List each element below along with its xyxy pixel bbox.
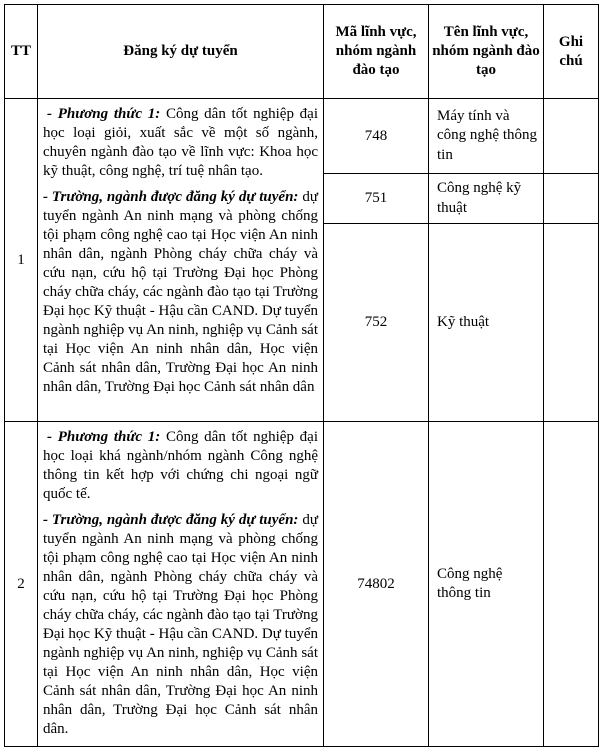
- paragraph-schools: [43, 188, 318, 397]
- registration-cell: [38, 422, 324, 747]
- paragraph-lead: - Trường, ngành được đăng ký dự tuyển:: [43, 189, 299, 205]
- note-cell: [544, 99, 599, 174]
- paragraph-schools: [43, 511, 318, 739]
- table-row: [5, 422, 599, 747]
- field-code-cell: 752: [324, 224, 429, 422]
- field-name-cell: Kỹ thuật: [429, 224, 544, 422]
- paragraph-method: [43, 105, 318, 181]
- row-number: 2: [5, 422, 38, 747]
- paragraph-text: Công dân tốt nghiệp đại học loại khá ngành/nhóm ngành Công nghệ thông tin kết hợp với chứng chi ngoại ngữ quốc tế.: [43, 429, 318, 502]
- field-code-cell: 748: [324, 99, 429, 174]
- note-cell: [544, 224, 599, 422]
- header-field-code: Mã lĩnh vực, nhóm ngành đào tạo: [324, 5, 429, 99]
- registration-cell: [38, 99, 324, 422]
- paragraph-lead: - Phương thức 1:: [47, 106, 161, 122]
- paragraph-method: [43, 428, 318, 504]
- paragraph-lead: - Trường, ngành được đăng ký dự tuyển:: [43, 512, 299, 528]
- paragraph-text: dự tuyển ngành An ninh mạng và phòng chống tội phạm công nghệ cao tại Học viện An ninh nhân dân, ngành Phòng cháy chữa cháy và cứu nạn, cứu hộ tại Trường Đại học Phòng cháy chữa cháy, các ngành đào tạo tại Trường Đại học Kỹ thuật - Hậu cần CAND. Dự tuyển ngành nghiệp vụ An ninh, nghiệp vụ Cảnh sát tại Học viện An ninh nhân dân, Học viện Cảnh sát nhân dân, Trường Đại học An ninh nhân dân, Trường Đại học Cảnh sát nhân dân.: [43, 512, 318, 737]
- header-row: [5, 5, 599, 99]
- document-page: [0, 4, 605, 756]
- header-notes: Ghi chú: [544, 5, 599, 99]
- note-cell: [544, 174, 599, 224]
- field-code-cell: 751: [324, 174, 429, 224]
- header-field-name: Tên lĩnh vực, nhóm ngành đào tạo: [429, 5, 544, 99]
- paragraph-text: Công dân tốt nghiệp đại học loại giỏi, xuất sắc về một số ngành, chuyên ngành đào tạo về lĩnh vực: Khoa học kỹ thuật, công nghệ, trí tuệ nhân tạo.: [43, 106, 318, 179]
- paragraph-lead: - Phương thức 1:: [47, 429, 161, 445]
- table-row: [5, 99, 599, 174]
- field-name-cell: Công nghệ kỹ thuật: [429, 174, 544, 224]
- admission-table: [4, 4, 599, 747]
- field-name-cell: Máy tính và công nghệ thông tin: [429, 99, 544, 174]
- note-cell: [544, 422, 599, 747]
- field-name-cell: Công nghệ thông tin: [429, 422, 544, 747]
- header-registration: Đăng ký dự tuyển: [38, 5, 324, 99]
- paragraph-text: dự tuyển ngành An ninh mạng và phòng chống tội phạm công nghệ cao tại Học viện An ninh nhân dân, ngành Phòng cháy chữa cháy và cứu nạn, cứu hộ tại Trường Đại học Phòng cháy chữa cháy, các ngành đào tạo tại Trường Đại học Kỹ thuật - Hậu cần CAND. Dự tuyển ngành nghiệp vụ An ninh, nghiệp vụ Cảnh sát tại Học viện An ninh nhân dân, Học viện Cảnh sát nhân dân, Trường Đại học An ninh nhân dân, Trường Đại học Cảnh sát nhân dân: [43, 189, 318, 395]
- field-code-cell: 74802: [324, 422, 429, 747]
- header-tt: TT: [5, 5, 38, 99]
- row-number: 1: [5, 99, 38, 422]
